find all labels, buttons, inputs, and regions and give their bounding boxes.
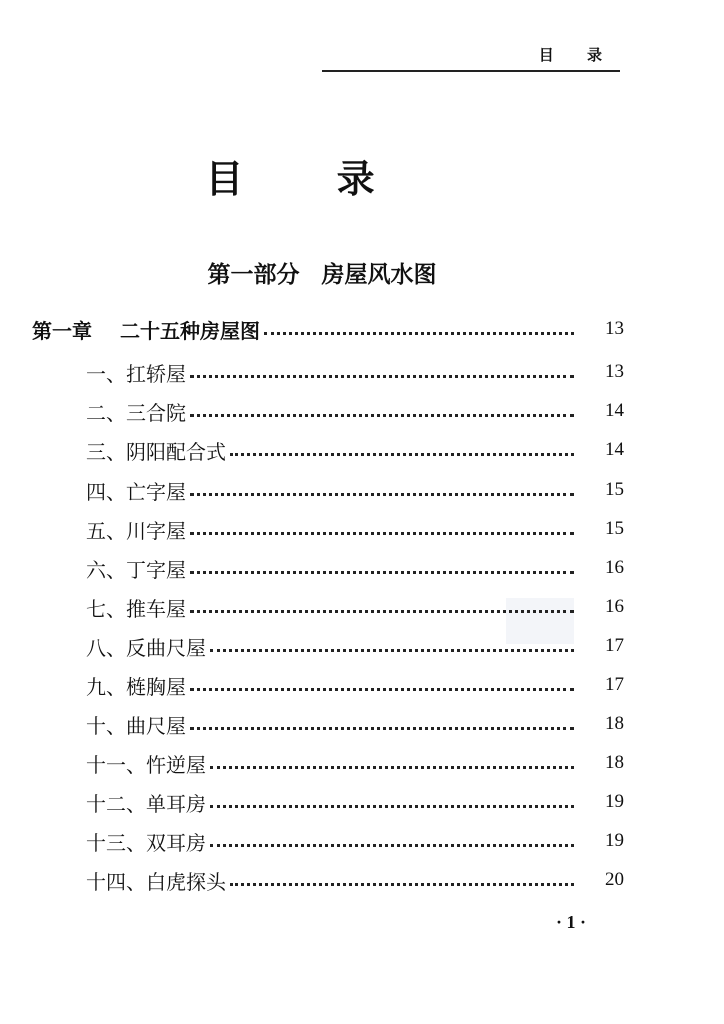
entry-title: 四、亡字屋	[86, 479, 186, 504]
toc-entry[interactable]	[86, 865, 624, 895]
entry-page-number: 16	[605, 596, 624, 617]
entry-title: 九、梿胸屋	[86, 674, 186, 699]
entry-page-number: 14	[605, 400, 624, 421]
page-number: · 1 ·	[556, 912, 587, 932]
entry-page-number: 19	[605, 791, 624, 812]
toc-entry[interactable]	[86, 357, 624, 387]
toc-entry[interactable]	[86, 631, 624, 661]
chapter-label: 第一章	[32, 318, 92, 343]
entry-page-number: 20	[605, 869, 624, 890]
dot-leader	[190, 373, 574, 378]
dot-leader	[210, 803, 574, 808]
dot-leader	[230, 451, 574, 456]
entry-page-number: 18	[605, 752, 624, 773]
entry-title: 十二、单耳房	[86, 791, 206, 816]
entry-page-number: 15	[605, 518, 624, 539]
toc-entry[interactable]	[86, 787, 624, 817]
dot-leader	[264, 330, 574, 335]
entry-page-number: 18	[605, 713, 624, 734]
dot-leader	[190, 412, 574, 417]
entry-page-number: 15	[605, 479, 624, 500]
part-name: 房屋风水图	[321, 262, 437, 288]
running-header	[322, 34, 620, 74]
part-title	[0, 256, 644, 289]
dot-leader	[190, 608, 574, 613]
toc-entry[interactable]	[86, 592, 624, 622]
toc-entry[interactable]	[86, 396, 624, 426]
toc-entry[interactable]	[86, 670, 624, 700]
entry-title: 三、阴阳配合式	[86, 439, 226, 464]
entry-title: 八、反曲尺屋	[86, 635, 206, 660]
entry-title: 二、三合院	[86, 400, 186, 425]
dot-leader	[190, 686, 574, 691]
dot-leader	[210, 842, 574, 847]
toc-entry[interactable]	[86, 826, 624, 856]
entry-title: 十四、白虎探头	[86, 869, 226, 894]
entry-title: 十三、双耳房	[86, 830, 206, 855]
entry-page-number: 13	[605, 361, 624, 382]
dot-leader	[210, 764, 574, 769]
toc-entry[interactable]	[86, 709, 624, 739]
entry-title: 十一、忤逆屋	[86, 752, 206, 777]
chapter-title: 二十五种房屋图	[120, 318, 260, 343]
toc-entry[interactable]	[86, 748, 624, 778]
running-header-title: 目 录	[538, 46, 616, 64]
entry-title: 五、川字屋	[86, 518, 186, 543]
toc-entry[interactable]	[86, 553, 624, 583]
part-label: 第一部分	[207, 262, 300, 288]
entry-page-number: 14	[605, 439, 624, 460]
entry-title: 一、扛轿屋	[86, 361, 186, 386]
dot-leader	[210, 647, 574, 652]
chapter-heading	[32, 315, 260, 344]
entry-page-number: 19	[605, 830, 624, 851]
toc-entry[interactable]	[86, 435, 624, 465]
dot-leader	[190, 725, 574, 730]
dot-leader	[190, 530, 574, 535]
toc-entry[interactable]	[86, 475, 624, 505]
entry-title: 七、推车屋	[86, 596, 186, 621]
entry-title: 十、曲尺屋	[86, 713, 186, 738]
chapter-page-number: 13	[605, 318, 624, 339]
dot-leader	[190, 569, 574, 574]
dot-leader	[190, 491, 574, 496]
entry-title: 六、丁字屋	[86, 557, 186, 582]
toc-entry[interactable]	[86, 514, 624, 544]
page-title: 目 录	[205, 157, 415, 201]
toc-chapter-entry[interactable]	[32, 314, 624, 344]
entry-page-number: 17	[605, 674, 624, 695]
header-rule	[322, 70, 620, 72]
entry-page-number: 16	[605, 557, 624, 578]
entry-page-number: 17	[605, 635, 624, 656]
dot-leader	[230, 881, 574, 886]
